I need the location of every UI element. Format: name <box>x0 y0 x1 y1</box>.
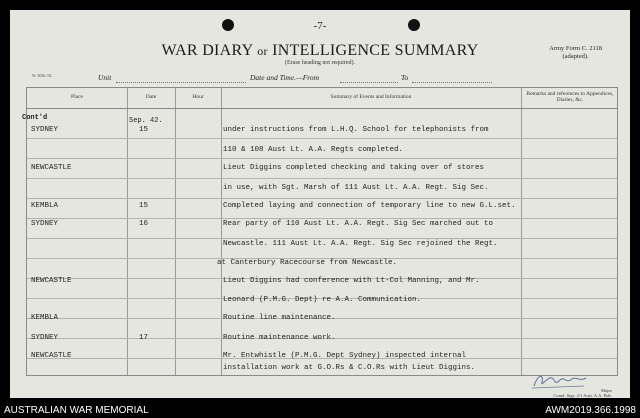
column-divider <box>175 88 176 375</box>
row-summary: Routine line maintenance. <box>223 314 336 322</box>
unit-label: Unit <box>98 73 112 82</box>
row-rule <box>27 178 617 179</box>
footer-institution: AUSTRALIAN WAR MEMORIAL <box>4 405 149 416</box>
row-summary: in use, with Sgt. Marsh of 111 Aust Lt. A.A. Regt. Sig Sec. <box>223 184 489 192</box>
column-header-summary: Summary of Events and Information <box>330 94 412 100</box>
row-rule <box>27 218 617 219</box>
title-note: (Erase heading not required). <box>285 60 355 66</box>
signature-rank: Major <box>601 388 612 393</box>
column-header-hour: Hour <box>192 94 204 100</box>
row-rule <box>27 198 617 199</box>
row-summary: at Canterbury Racecourse from Newcastle. <box>217 259 398 267</box>
unit-date-line <box>10 73 630 85</box>
month-year: Sep. 42. <box>129 117 163 125</box>
footer-accession-number: AWM2019.366.1998 <box>545 405 636 416</box>
row-summary: Leonard (P.M.G. Dept) re A.A. Communication. <box>223 296 422 304</box>
from-dotted-line <box>340 82 398 83</box>
signature-unit: Comd. Sigs. 2/1 Aust. A.A. Bde. <box>553 393 612 398</box>
row-place: SYDNEY <box>31 334 59 342</box>
row-summary: Completed laying and connection of temporary line to new G.L.set. <box>223 202 516 210</box>
row-place: NEWCASTLE <box>31 352 72 360</box>
continued-label: Cont'd <box>22 114 48 122</box>
page-number: -7- <box>313 20 327 32</box>
army-form-label <box>549 45 602 61</box>
diary-table <box>26 87 618 376</box>
row-date: 15 <box>139 126 149 134</box>
row-summary: installation work at G.O.Rs & C.O.Rs with Lieut Diggins. <box>223 364 476 372</box>
column-header-remarks: Remarks and references to Appendices, Diaries, &c. <box>526 91 614 103</box>
title-or: or <box>257 44 268 58</box>
row-place: SYDNEY <box>31 126 59 134</box>
row-summary: under instructions from L.H.Q. School for telephonists from <box>223 126 489 134</box>
date-time-label: Date and Time.—From <box>250 73 320 82</box>
to-dotted-line <box>412 82 492 83</box>
row-summary: Newcastle. 111 Aust Lt. A.A. Regt. Sig Sec rejoined the Regt. <box>223 240 498 248</box>
column-divider <box>221 88 222 375</box>
column-header-place: Place <box>71 94 83 100</box>
form-title <box>10 42 630 60</box>
row-summary: Lieut Diggins completed checking and taking over of stores <box>223 164 485 172</box>
army-form-number: Army Form C. 2118 <box>549 45 602 52</box>
to-label: To <box>401 73 409 82</box>
column-divider <box>127 88 128 375</box>
row-place: NEWCASTLE <box>31 277 72 285</box>
row-place: KEMBLA <box>31 202 59 210</box>
unit-dotted-line <box>116 82 246 83</box>
row-summary: Routine maintenance work. <box>223 334 336 342</box>
header-divider <box>27 108 617 109</box>
title-intelligence-summary: INTELLIGENCE SUMMARY <box>272 42 479 59</box>
row-place: KEMBLA <box>31 314 59 322</box>
row-rule <box>27 238 617 239</box>
row-summary: Lieut Diggins had conference with Lt-Col Manning, and Mr. <box>223 277 480 285</box>
column-divider <box>521 88 522 375</box>
form-code: W. 3036 /52 <box>32 73 52 78</box>
column-header-date: Date <box>145 94 157 100</box>
row-date: 17 <box>139 334 149 342</box>
row-date: 15 <box>139 202 149 210</box>
row-summary: Rear party of 110 Aust Lt. A.A. Regt. Sig Sec marched out to <box>223 220 494 228</box>
row-rule <box>27 158 617 159</box>
row-place: NEWCASTLE <box>31 164 72 172</box>
row-summary: 110 & 108 Aust Lt. A.A. Regts completed. <box>223 146 404 154</box>
row-date: 16 <box>139 220 149 228</box>
diary-sheet <box>10 10 630 398</box>
row-rule <box>27 138 617 139</box>
title-war-diary: WAR DIARY <box>161 42 253 59</box>
row-place: SYDNEY <box>31 220 59 228</box>
army-form-adapted: (adapted). <box>562 53 589 60</box>
signature-block <box>553 388 612 398</box>
row-summary: Mr. Entwhistle (P.M.G. Dept Sydney) inspected internal <box>223 352 467 360</box>
